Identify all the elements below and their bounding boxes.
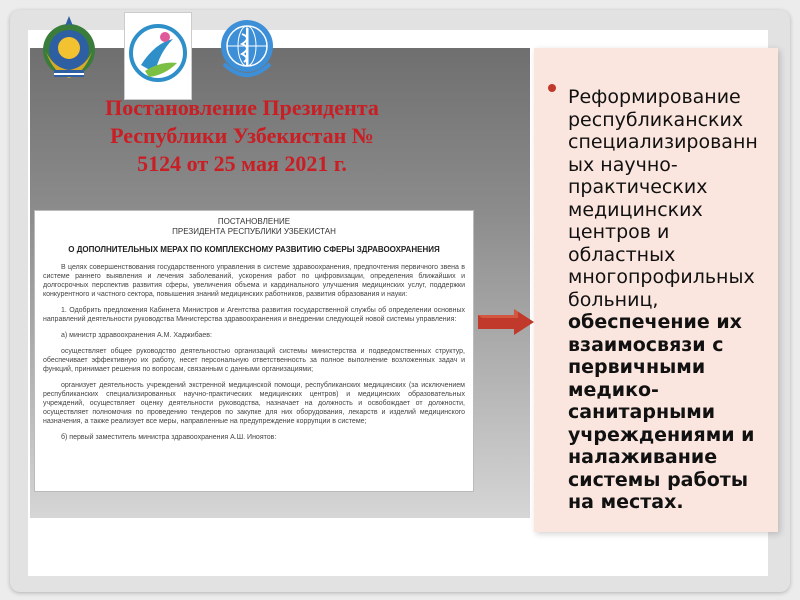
summary-text — [568, 86, 772, 514]
document-paragraph: организует деятельность учреждений экстренной медицинской помощи, республиканских медицинских (за исключением республиканских специализированных научно-практических медицинских центров) и медицинских образовательных учреждений, осуществляет оценку деятельности руководства, назначает на должность и освобождает от должности, осуществляет полномочия по проведению тендеров по закупке для них оборудования, лекарств и изделий медицинского назначения, а также реализует все меры, направленные на предупреждение коррупции в системе; — [43, 382, 465, 425]
document-paragraph: б) первый заместитель министра здравоохранения А.Ш. Иноятов: — [61, 434, 277, 441]
decree-title-line1: Постановление Президента — [105, 95, 379, 120]
document-paragraph: 1. Одобрить предложения Кабинета Министров и Агентства развития государственной службы об определении основных направлений деятельности руководства Министерства здравоохранения и внедрении следующей новой системы управления: — [43, 307, 465, 323]
summary-text-regular: Реформирование республиканских специализированн ых научно-практических медицинских центров и областных многопрофильных больниц, — [568, 86, 758, 311]
ministry-logo-icon — [124, 12, 192, 100]
summary-text-bold: обеспечение их взаимосвязи с первичными медико-санитарными учреждениями и налаживание системы работы на местах. — [568, 311, 755, 513]
decree-title-line2: Республики Узбекистан № — [110, 123, 374, 148]
decree-document-image — [34, 210, 474, 492]
right-arrow-icon — [478, 309, 534, 335]
decree-title — [58, 94, 426, 178]
uzbekistan-emblem-icon — [40, 12, 98, 82]
document-paragraph: осуществляет общее руководство деятельностью организаций системы министерства и подведомственных структур, обеспечивает эффективную их работу, несет персональную ответственность за полное выполнение возложенных задач и функций, принимает решения по вопросам, связанным с данными организациями; — [43, 348, 465, 373]
document-subject: О ДОПОЛНИТЕЛЬНЫХ МЕРАХ ПО КОМПЛЕКСНОМУ РАЗВИТИЮ СФЕРЫ ЗДРАВООХРАНЕНИЯ — [68, 245, 440, 254]
who-emblem-icon — [216, 14, 278, 86]
document-heading: ПОСТАНОВЛЕНИЕ — [217, 217, 291, 226]
document-heading-authority: ПРЕЗИДЕНТА РЕСПУБЛИКИ УЗБЕКИСТАН — [172, 227, 336, 236]
decree-title-line3: 5124 от 25 мая 2021 г. — [137, 151, 347, 176]
document-paragraph: а) министр здравоохранения А.М. Хаджибаев: — [61, 332, 212, 339]
bullet-icon — [548, 84, 556, 92]
document-paragraph: В целях совершенствования государственного управления в системе здравоохранения, предпочтения первичного звена в системе раннего выявления и лечения заболеваний, ускорения работ по цифровизации, определения ближайших и долгосрочных перспектив развития сферы, увеличения объема и кардинального улучшения медицинских услуг, поддержки конкурентного и частного сектора, повышения знаний медицинских работников, развития образования и науки: — [43, 264, 465, 298]
